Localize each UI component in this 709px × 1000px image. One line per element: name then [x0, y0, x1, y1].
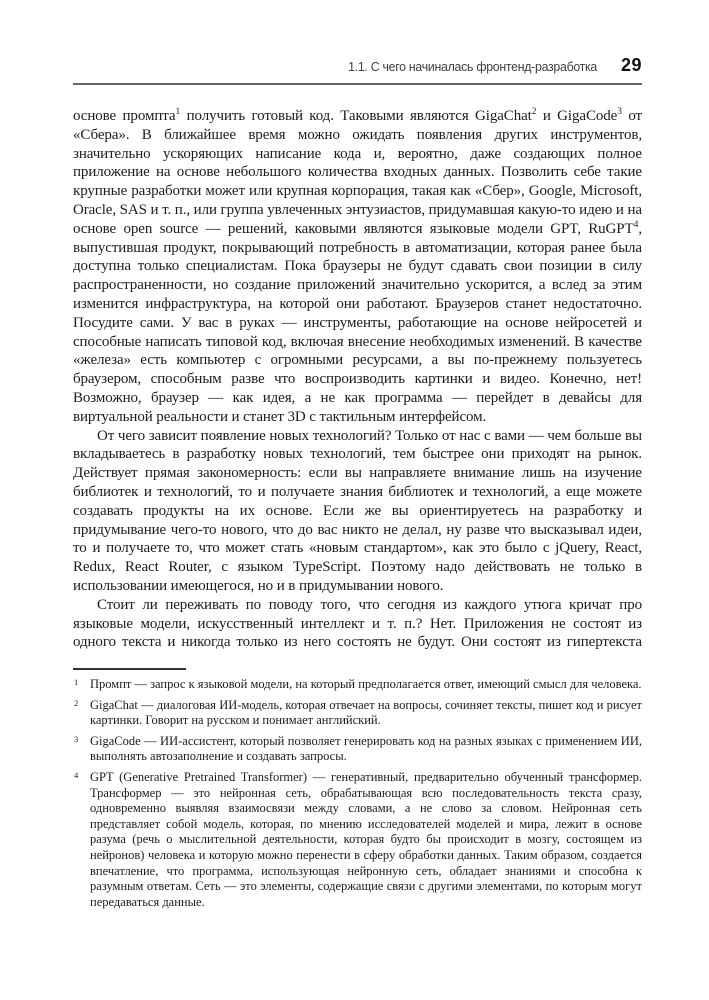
paragraph-text: и GigaCode [536, 108, 618, 124]
paragraph-text: получить готовый код. Таковыми являются GigaChat [180, 108, 532, 124]
paragraph [73, 427, 642, 596]
footnote-ref: 2 [531, 107, 537, 117]
footnote-marker: 1 [74, 677, 79, 688]
footnote-separator [73, 668, 186, 670]
paragraph [73, 596, 642, 652]
footnote [73, 770, 642, 910]
paragraph-text: , выпустившая продукт, покрывающий потребность в автоматизации, которая ранее была доступна только специалистам. Пока браузеры не будут сдавать свои позиции в силу распространенности, но создание приложений значительно ускорится, а вслед за этим изменится инфраструктура, на которой они работают. Браузеров станет недостаточно. Посудите сами. У вас в руках — инструменты, работающие на основе нейросетей и способные написать типовой код, включая внесение необходимых изменений. В качестве «железа» есть компьютер с огромными ресурсами, а вы по-прежнему пользуетесь браузером, способным разве что воспроизводить картинки и видео. Конечно, нет! Возможно, браузер — как идея, а не как программа — перейдет в девайсы для виртуальной реальности и станет 3D с тактильным интерфейсом. [73, 220, 642, 425]
footnote-marker: 4 [74, 770, 79, 781]
running-title: 1.1. С чего начиналась фронтенд-разработка [348, 59, 597, 74]
footnote-list [73, 677, 642, 910]
paragraph [73, 107, 642, 427]
paragraph-text: Стоит ли переживать по поводу того, что сегодня из каждого утюга кричат про языковые модели, искусственный интеллект и т. п.? Нет. Приложения не состоят из одного текста и никогда только из него состоять не будут. Они состоят из гипертекста [73, 596, 642, 651]
footnote-ref: 4 [633, 219, 639, 230]
footnote [73, 698, 642, 729]
footnote-marker: 2 [74, 697, 79, 708]
footnote-text: GigaCode — ИИ-ассистент, который позволяет генерировать код на разных языках с применением ИИ, выполнять автозаполнение и создавать запросы. [90, 733, 642, 764]
paragraph-text: от «Сбера». В ближайшее время можно ожидать появления других инструментов, значительно ускоряющих написание кода и, вероятно, даже создающих полное приложение на основе небольшого количества входных данных. Позволить себе такие крупные разработки может или крупная корпорация, такая как «Сбер», Google, Microsoft, Oracle, SAS и т. п., или группа увлеченных энтузиастов, придумавшая какую-то идею и на основе open source — решений, каковыми являются языковые модели GPT, RuGPT [73, 108, 643, 237]
footnote [73, 734, 642, 765]
footnote-text: GigaChat — диалоговая ИИ-модель, которая отвечает на вопросы, сочиняет тексты, пишет код и рисует картинки. Говорит на русском и понимает английский. [90, 697, 642, 728]
footnote-ref: 1 [175, 107, 181, 117]
footnote-marker: 3 [74, 733, 79, 744]
page-number: 29 [620, 55, 642, 75]
body-text [73, 107, 642, 652]
running-head [73, 55, 642, 76]
footnote-text: Промпт — запрос к языковой модели, на который предполагается ответ, имеющий смысл для человека. [90, 677, 642, 692]
paragraph-text: От чего зависит появление новых технологий? Только от нас с вами — чем больше вы вкладываетесь в разработку новых технологий, тем быстрее они приходят на рынок. Действует прямая закономерность: если вы направляете внимание лишь на изучение библиотек и технологий, то и получаете знания библиотек и технологий, а еще можете создавать продукты на их основе. Если же вы ориентируетесь на разработку и придумывание чего-то нового, что до вас никто не делал, ну разве что высказывал идеи, то и получаете то, что может стать «новым стандартом», как это было с jQuery, React, Redux, React Router, с языком TypeScript. Поэтому надо действовать не только в использовании имеющегося, но и в придумывании нового. [73, 427, 642, 594]
footnote [73, 677, 642, 693]
footnotes-section [73, 668, 642, 910]
footnote-text: GPT (Generative Pretrained Transformer) — генеративный, предварительно обученный трансформер. Трансформер — это нейронная сеть, обрабатывающая всю последовательность текста сразу, одновременно выявляя взаимосвязи между словами, а не слово за словом. Нейронная сеть представляет собой модель, которая, по мнению исследователей моделей и мира, лежит в основе разума (речь о мыслительной деятельности, которая будто бы происходит в мозгу, состоящем из нейронов) человека и которую можно перенести в сферу обработки данных. Таким образом, создается впечатление, что программа, использующая нейронную сеть, обладает знаниями и способна к разумным ответам. Сеть — это элементы, содержащие связи с другими элементами, по которым могут передаваться данные. [90, 770, 642, 909]
paragraph-text: основе промпта [73, 108, 176, 124]
footnote-ref: 3 [617, 107, 622, 117]
header-rule [73, 83, 642, 85]
page-header [73, 55, 642, 85]
